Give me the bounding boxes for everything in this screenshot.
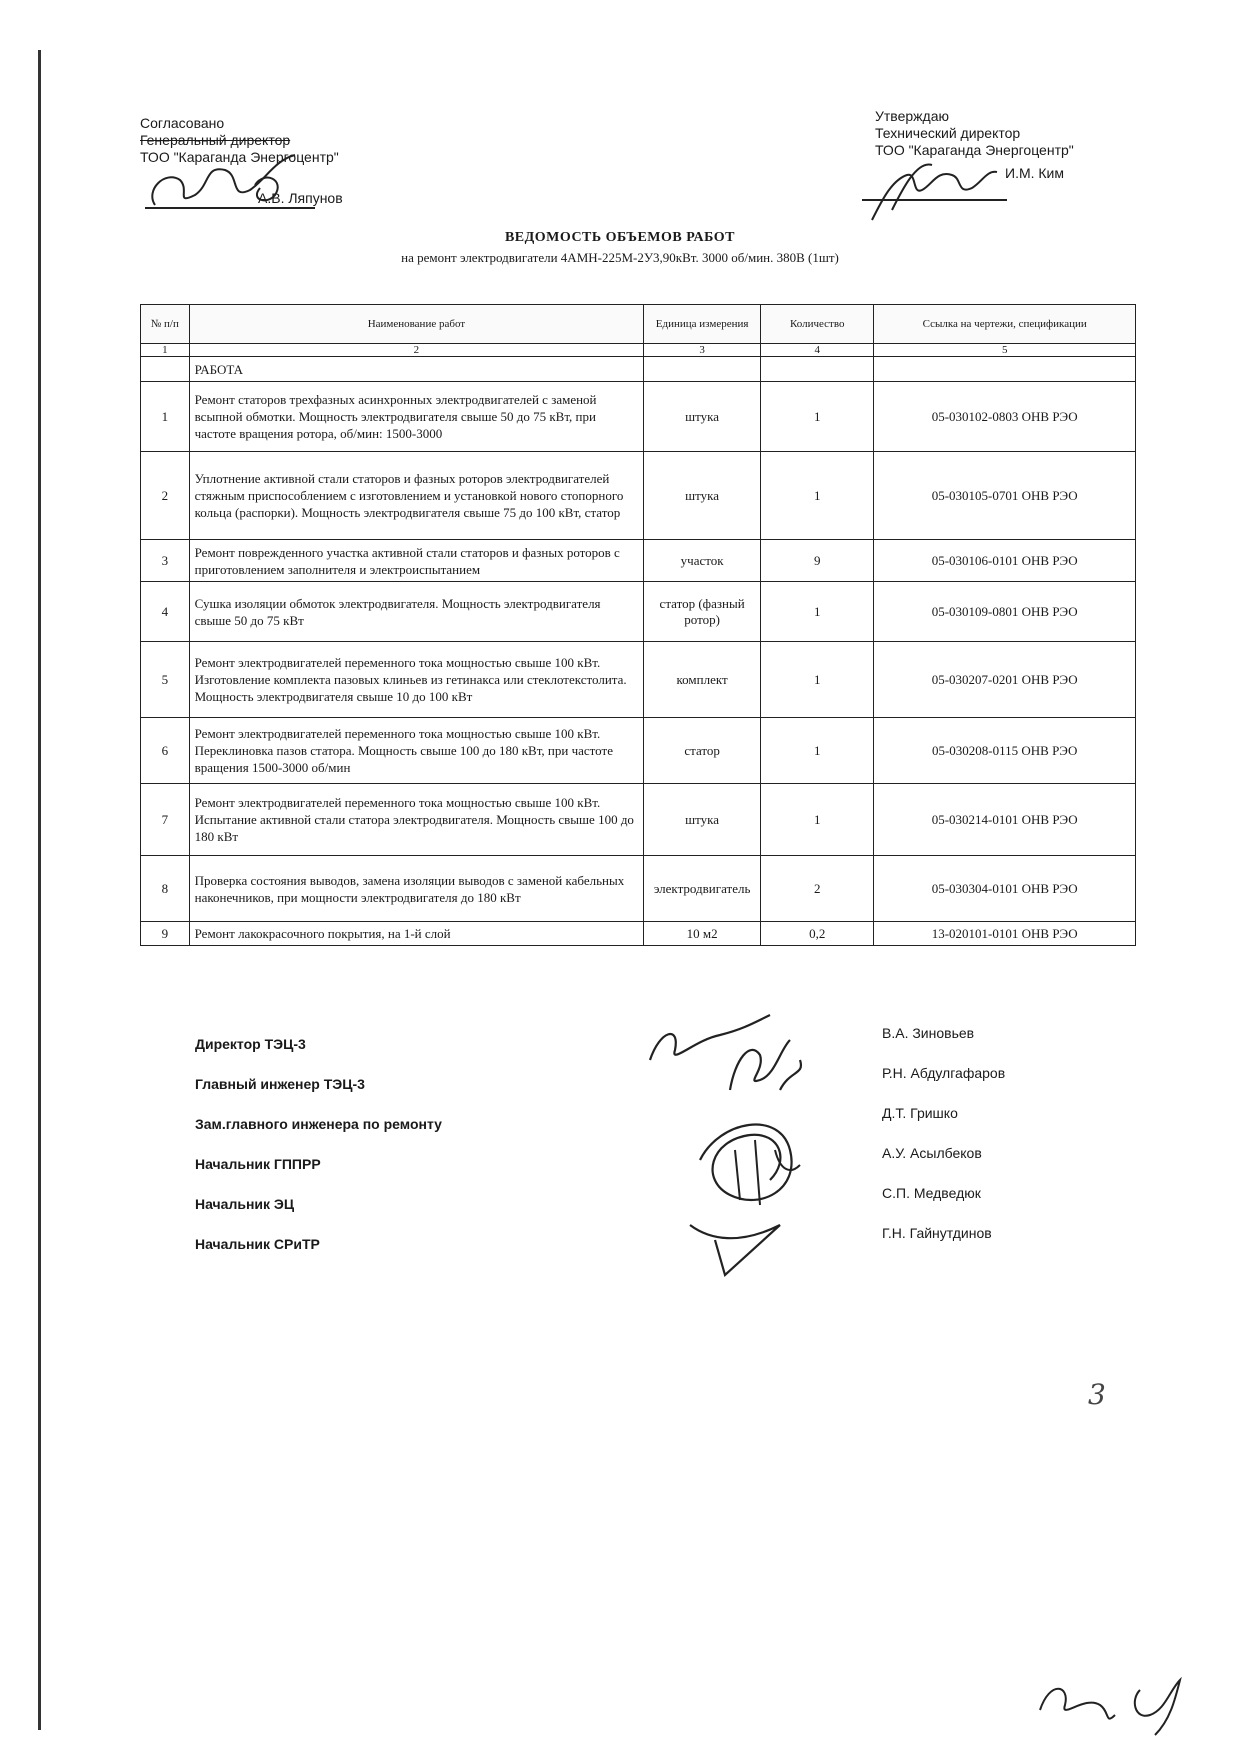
signatory-name: Г.Н. Гайнутдинов (882, 1225, 992, 1241)
row-name: Сушка изоляции обмоток электродвигателя. Мощность электродвигателя свыше 50 до 75 кВт (189, 582, 644, 642)
section-label: РАБОТА (189, 357, 644, 382)
row-qty: 1 (761, 582, 874, 642)
row-ref: 05-030105-0701 ОНВ РЭО (874, 452, 1136, 540)
title-sub: на ремонт электродвигатели 4АМН-225М-2У3,90кВт. 3000 об/мин. 380В (1шт) (401, 250, 839, 265)
approval-left-name: А.В. Ляпунов (258, 190, 343, 206)
signatory-title: Начальник ГППРР (195, 1156, 321, 1172)
table-row (141, 856, 1136, 922)
row-unit: комплект (644, 642, 761, 718)
row-qty: 9 (761, 540, 874, 582)
header-name: Наименование работ (189, 305, 644, 344)
table-row (141, 718, 1136, 784)
row-qty: 0,2 (761, 922, 874, 946)
row-unit: статор (644, 718, 761, 784)
row-qty: 1 (761, 784, 874, 856)
signatory-name: А.У. Асылбеков (882, 1145, 982, 1161)
signatory-title: Директор ТЭЦ-3 (195, 1036, 306, 1052)
index-cell: 2 (189, 344, 644, 357)
initials-signature-icon (1030, 1660, 1200, 1740)
table-header-row (141, 305, 1136, 344)
index-cell: 4 (761, 344, 874, 357)
table-row (141, 540, 1136, 582)
row-unit: 10 м2 (644, 922, 761, 946)
row-name: Ремонт электродвигателей переменного тока мощностью свыше 100 кВт. Переклиновка пазов статора. Мощность свыше 100 до 180 кВт, при частоте вращения 1500-3000 об/мин (189, 718, 644, 784)
approval-left-line1: Согласовано (140, 115, 225, 131)
table-index-row (141, 344, 1136, 357)
row-qty: 1 (761, 382, 874, 452)
table-row (141, 452, 1136, 540)
row-unit: штука (644, 452, 761, 540)
scan-margin-line (38, 50, 41, 1730)
row-num: 8 (141, 856, 190, 922)
row-qty: 1 (761, 718, 874, 784)
index-cell: 5 (874, 344, 1136, 357)
table-row (141, 582, 1136, 642)
row-ref: 05-030106-0101 ОНВ РЭО (874, 540, 1136, 582)
index-cell: 1 (141, 344, 190, 357)
signatory-title: Зам.главного инженера по ремонту (195, 1116, 442, 1132)
row-name: Проверка состояния выводов, замена изоляции выводов с заменой кабельных наконечников, при мощности электродвигателя до 180 кВт (189, 856, 644, 922)
approval-right-name: И.М. Ким (1005, 165, 1064, 181)
row-name: Уплотнение активной стали статоров и фазных роторов электродвигателей стяжным приспособлением с изготовлением и установкой нового стопорного кольца (распорки). Мощность электродвигателя свыше 75 до 100 кВт, статор (189, 452, 644, 540)
row-qty: 2 (761, 856, 874, 922)
signature-left-icon (135, 150, 325, 215)
approval-left-line2: Генеральный директор (140, 132, 291, 148)
row-unit: статор (фазный ротор) (644, 582, 761, 642)
row-unit: электродвигатель (644, 856, 761, 922)
row-ref: 05-030208-0115 ОНВ РЭО (874, 718, 1136, 784)
row-num: 9 (141, 922, 190, 946)
row-num: 1 (141, 382, 190, 452)
row-ref: 13-020101-0101 ОНВ РЭО (874, 922, 1136, 946)
works-table (140, 304, 1136, 946)
row-qty: 1 (761, 452, 874, 540)
signatory-name: С.П. Медведюк (882, 1185, 981, 1201)
header-qty: Количество (761, 305, 874, 344)
row-num: 3 (141, 540, 190, 582)
section-empty (874, 357, 1136, 382)
row-num: 6 (141, 718, 190, 784)
row-name: Ремонт лакокрасочного покрытия, на 1-й слой (189, 922, 644, 946)
signatory-titles (195, 1036, 442, 1276)
signatory-name: Д.Т. Гришко (882, 1105, 958, 1121)
row-unit: штука (644, 784, 761, 856)
signature-right-icon (862, 150, 1012, 230)
index-cell: 3 (644, 344, 761, 357)
signatory-title: Начальник СРиТР (195, 1236, 320, 1252)
row-name: Ремонт статоров трехфазных асинхронных электродвигателей с заменой всыпной обмотки. Мощность электродвигателя свыше 50 до 75 кВт, при частоте вращения ротора, об/мин: 1500-3000 (189, 382, 644, 452)
row-ref: 05-030109-0801 ОНВ РЭО (874, 582, 1136, 642)
title-main: ВЕДОМОСТЬ ОБЪЕМОВ РАБОТ (504, 230, 736, 245)
table-row (141, 382, 1136, 452)
signatures-cluster-icon (640, 1000, 870, 1290)
row-name: Ремонт поврежденного участка активной стали статоров и фазных роторов с приготовлением заполнителя и электроиспытанием (189, 540, 644, 582)
signatory-name: Р.Н. Абдулгафаров (882, 1065, 1006, 1081)
table-row (141, 784, 1136, 856)
signatory-name: В.А. Зиновьев (882, 1025, 975, 1041)
row-ref: 05-030214-0101 ОНВ РЭО (874, 784, 1136, 856)
approval-right-line2: Технический директор (875, 125, 1021, 141)
row-ref: 05-030207-0201 ОНВ РЭО (874, 642, 1136, 718)
signatory-names (882, 1025, 1005, 1265)
section-empty (141, 357, 190, 382)
signatory-title: Главный инженер ТЭЦ-3 (195, 1076, 365, 1092)
header-unit: Единица измерения (644, 305, 761, 344)
approval-right-line1: Утверждаю (875, 108, 949, 124)
section-empty (644, 357, 761, 382)
row-num: 7 (141, 784, 190, 856)
header-num: № п/п (141, 305, 190, 344)
row-unit: штука (644, 382, 761, 452)
row-unit: участок (644, 540, 761, 582)
table-row (141, 642, 1136, 718)
signatory-title: Начальник ЭЦ (195, 1196, 295, 1212)
row-ref: 05-030102-0803 ОНВ РЭО (874, 382, 1136, 452)
row-ref: 05-030304-0101 ОНВ РЭО (874, 856, 1136, 922)
approval-right-line3: ТОО "Караганда Энергоцентр" (875, 142, 1074, 158)
row-name: Ремонт электродвигателей переменного тока мощностью свыше 100 кВт. Изготовление комплекта пазовых клиньев из гетинакса или стеклотекстолита. Мощность электродвигателя свыше 10 до 100 кВт (189, 642, 644, 718)
header-ref: Ссылка на чертежи, спецификации (874, 305, 1136, 344)
section-row (141, 357, 1136, 382)
table-row (141, 922, 1136, 946)
row-qty: 1 (761, 642, 874, 718)
approval-left-line3: ТОО "Караганда Энергоцентр" (140, 149, 339, 165)
row-num: 4 (141, 582, 190, 642)
row-num: 2 (141, 452, 190, 540)
page-number: 3 (1088, 1378, 1106, 1411)
row-name: Ремонт электродвигателей переменного тока мощностью свыше 100 кВт. Испытание активной стали статора электродвигателя. Мощность свыше 100 до 180 кВт (189, 784, 644, 856)
row-num: 5 (141, 642, 190, 718)
document-title (0, 230, 1240, 266)
section-empty (761, 357, 874, 382)
